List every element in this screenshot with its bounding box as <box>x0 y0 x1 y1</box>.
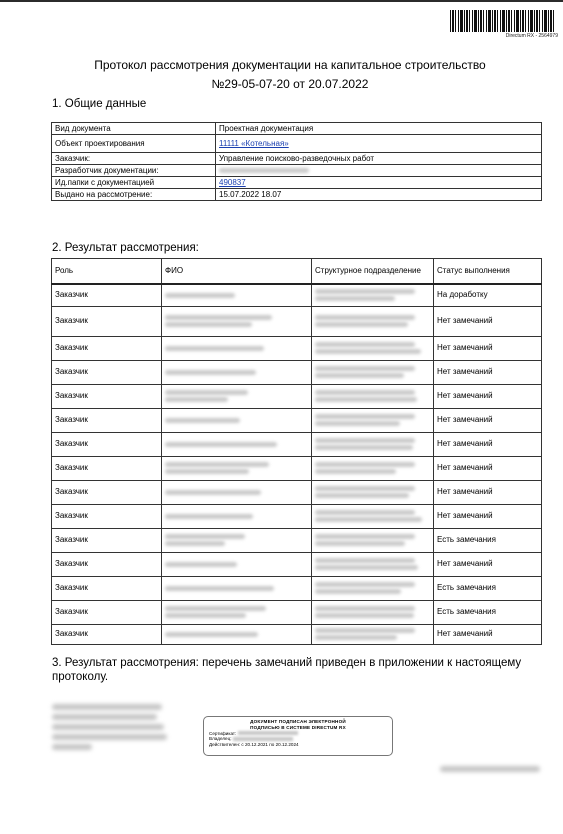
cell-status: Нет замечаний <box>434 480 542 504</box>
redacted-department <box>315 390 415 395</box>
redacted-department <box>315 296 395 301</box>
cell-department <box>312 480 434 504</box>
general-label: Разработчик документации: <box>52 165 216 177</box>
redacted-department <box>315 349 421 354</box>
results-body <box>52 284 542 644</box>
cell-status: Есть замечания <box>434 528 542 552</box>
cell-status: Нет замечаний <box>434 624 542 644</box>
cell-fio <box>162 552 312 576</box>
redacted-department <box>315 558 415 563</box>
cell-department <box>312 306 434 336</box>
redacted-department <box>315 397 417 402</box>
results-row <box>52 306 542 336</box>
results-row <box>52 360 542 384</box>
redacted-signer-name <box>440 762 540 776</box>
redacted-department <box>315 517 422 522</box>
cell-status: Есть замечания <box>434 576 542 600</box>
redacted-fio <box>165 562 237 567</box>
cell-role: Заказчик <box>52 528 162 552</box>
results-row <box>52 600 542 624</box>
redacted-fio <box>165 606 266 611</box>
stamp-title-1: ДОКУМЕНТ ПОДПИСАН ЭЛЕКТРОННОЙ <box>250 719 346 724</box>
redacted-department <box>315 469 396 474</box>
redacted-line <box>52 744 92 750</box>
cell-status: На доработку <box>434 284 542 306</box>
redacted-line <box>52 724 164 730</box>
stamp-owner-label: Владелец: <box>209 736 232 742</box>
general-row <box>52 135 542 153</box>
redacted-line <box>52 714 157 720</box>
redacted-developer <box>219 168 309 173</box>
redacted-fio <box>165 534 245 539</box>
redacted-department <box>315 582 415 587</box>
cell-fio <box>162 306 312 336</box>
cell-status: Нет замечаний <box>434 306 542 336</box>
general-row <box>52 123 542 135</box>
cell-fio <box>162 432 312 456</box>
redacted-department <box>315 510 415 515</box>
redacted-fio <box>165 514 253 519</box>
redacted-department <box>315 289 415 294</box>
general-data-table <box>51 122 542 201</box>
redacted-fio <box>165 397 228 402</box>
redacted-position-block <box>52 700 172 754</box>
general-value: Управление поисково-разведочных работ <box>216 153 542 165</box>
redacted-department <box>315 565 418 570</box>
general-row <box>52 189 542 201</box>
cell-role: Заказчик <box>52 480 162 504</box>
cell-fio <box>162 576 312 600</box>
cell-role: Заказчик <box>52 306 162 336</box>
redacted-department <box>315 534 415 539</box>
cell-fio <box>162 480 312 504</box>
cell-department <box>312 408 434 432</box>
results-header-row <box>52 259 542 285</box>
general-label: Вид документа <box>52 123 216 135</box>
results-row <box>52 336 542 360</box>
cell-role: Заказчик <box>52 624 162 644</box>
stamp-title-2: ПОДПИСЬЮ В СИСТЕМЕ DIRECTUM RX <box>250 724 346 730</box>
cell-role: Заказчик <box>52 576 162 600</box>
cell-role: Заказчик <box>52 284 162 306</box>
cell-department <box>312 576 434 600</box>
general-value: 15.07.2022 18.07 <box>216 189 542 201</box>
redacted-department <box>315 373 404 378</box>
redacted-department <box>315 421 400 426</box>
cell-department <box>312 504 434 528</box>
redacted-department <box>315 315 415 320</box>
redacted-cert <box>238 731 298 735</box>
col-header-fio: ФИО <box>162 259 312 285</box>
general-row <box>52 165 542 177</box>
redacted-fio <box>165 632 258 637</box>
redacted-fio <box>165 390 248 395</box>
results-row <box>52 504 542 528</box>
cell-role: Заказчик <box>52 336 162 360</box>
cell-role: Заказчик <box>52 456 162 480</box>
e-signature-stamp <box>203 716 393 756</box>
general-row <box>52 153 542 165</box>
cell-fio <box>162 624 312 644</box>
general-value <box>216 177 542 189</box>
barcode-caption: Directum RX - 2564979 <box>505 33 558 39</box>
redacted-department <box>315 635 397 640</box>
redacted-department <box>315 438 415 443</box>
redacted-department <box>315 322 408 327</box>
cell-department <box>312 284 434 306</box>
redacted-department <box>315 613 414 618</box>
redacted-department <box>315 342 415 347</box>
redacted-department <box>315 366 415 371</box>
cell-status: Нет замечаний <box>434 408 542 432</box>
cell-fio <box>162 456 312 480</box>
cell-role: Заказчик <box>52 432 162 456</box>
barcode-image <box>450 10 554 32</box>
general-row <box>52 177 542 189</box>
cell-status: Нет замечаний <box>434 432 542 456</box>
cell-department <box>312 552 434 576</box>
redacted-fio <box>165 469 249 474</box>
cell-fio <box>162 284 312 306</box>
results-row <box>52 432 542 456</box>
cell-fio <box>162 528 312 552</box>
results-row <box>52 624 542 644</box>
redacted-fio <box>165 346 264 351</box>
redacted-line <box>440 766 540 772</box>
redacted-fio <box>165 490 261 495</box>
cell-department <box>312 600 434 624</box>
cell-role: Заказчик <box>52 408 162 432</box>
cell-department <box>312 360 434 384</box>
cell-role: Заказчик <box>52 504 162 528</box>
cell-department <box>312 432 434 456</box>
cell-department <box>312 384 434 408</box>
col-header-role: Роль <box>52 259 162 285</box>
redacted-fio <box>165 586 274 591</box>
cell-status: Нет замечаний <box>434 384 542 408</box>
redacted-fio <box>165 315 272 320</box>
object-link[interactable]: 11111 «Котельная» <box>219 138 289 148</box>
redacted-owner <box>233 737 293 741</box>
redacted-fio <box>165 418 240 423</box>
results-row <box>52 384 542 408</box>
results-row <box>52 284 542 306</box>
redacted-fio <box>165 442 277 447</box>
redacted-fio <box>165 322 252 327</box>
general-label: Ид.папки с документацией <box>52 177 216 189</box>
results-row <box>52 552 542 576</box>
cell-role: Заказчик <box>52 384 162 408</box>
cell-fio <box>162 600 312 624</box>
redacted-department <box>315 445 413 450</box>
title-line-2: №29-05-07-20 от 20.07.2022 <box>211 77 369 91</box>
redacted-department <box>315 628 415 633</box>
redacted-fio <box>165 541 225 546</box>
results-row <box>52 480 542 504</box>
redacted-department <box>315 462 415 467</box>
section1-heading: 1. Общие данные <box>52 98 147 110</box>
document-title <box>40 56 540 94</box>
section3-text: 3. Результат рассмотрения: перечень замечаний приведен в приложении к настоящему протоколу. <box>52 657 522 683</box>
results-table <box>51 258 542 645</box>
section2-heading: 2. Результат рассмотрения: <box>52 242 199 254</box>
general-label: Объект проектирования <box>52 135 216 153</box>
general-label: Выдано на рассмотрение: <box>52 189 216 201</box>
cell-status: Нет замечаний <box>434 504 542 528</box>
redacted-fio <box>165 462 269 467</box>
general-label: Заказчик: <box>52 153 216 165</box>
redacted-line <box>52 734 167 740</box>
cell-department <box>312 456 434 480</box>
redacted-line <box>52 704 162 710</box>
cell-fio <box>162 336 312 360</box>
cell-fio <box>162 504 312 528</box>
folder-link[interactable]: 490837 <box>219 177 246 187</box>
redacted-fio <box>165 293 235 298</box>
col-header-department: Структурное подразделение <box>312 259 434 285</box>
results-row <box>52 408 542 432</box>
redacted-department <box>315 606 415 611</box>
cell-status: Есть замечания <box>434 600 542 624</box>
redacted-department <box>315 589 401 594</box>
title-line-1: Протокол рассмотрения документации на капитальное строительство <box>94 58 486 72</box>
stamp-valid: Действителен: с 20.12.2021 по 20.12.2024 <box>209 742 299 748</box>
results-row <box>52 576 542 600</box>
cell-fio <box>162 360 312 384</box>
redacted-department <box>315 493 409 498</box>
cell-status: Нет замечаний <box>434 336 542 360</box>
cell-status: Нет замечаний <box>434 552 542 576</box>
cell-fio <box>162 408 312 432</box>
general-value <box>216 165 542 177</box>
redacted-department <box>315 414 415 419</box>
stamp-cert-label: Сертификат: <box>209 730 237 736</box>
cell-department <box>312 336 434 360</box>
redacted-department <box>315 541 405 546</box>
cell-status: Нет замечаний <box>434 456 542 480</box>
cell-status: Нет замечаний <box>434 360 542 384</box>
cell-role: Заказчик <box>52 552 162 576</box>
redacted-fio <box>165 370 256 375</box>
cell-fio <box>162 384 312 408</box>
cell-role: Заказчик <box>52 600 162 624</box>
redacted-department <box>315 486 415 491</box>
results-row <box>52 528 542 552</box>
top-border <box>0 0 563 2</box>
results-row <box>52 456 542 480</box>
cell-department <box>312 624 434 644</box>
redacted-fio <box>165 613 246 618</box>
col-header-status: Статус выполнения <box>434 259 542 285</box>
general-value <box>216 135 542 153</box>
general-value: Проектная документация <box>216 123 542 135</box>
cell-department <box>312 528 434 552</box>
cell-role: Заказчик <box>52 360 162 384</box>
